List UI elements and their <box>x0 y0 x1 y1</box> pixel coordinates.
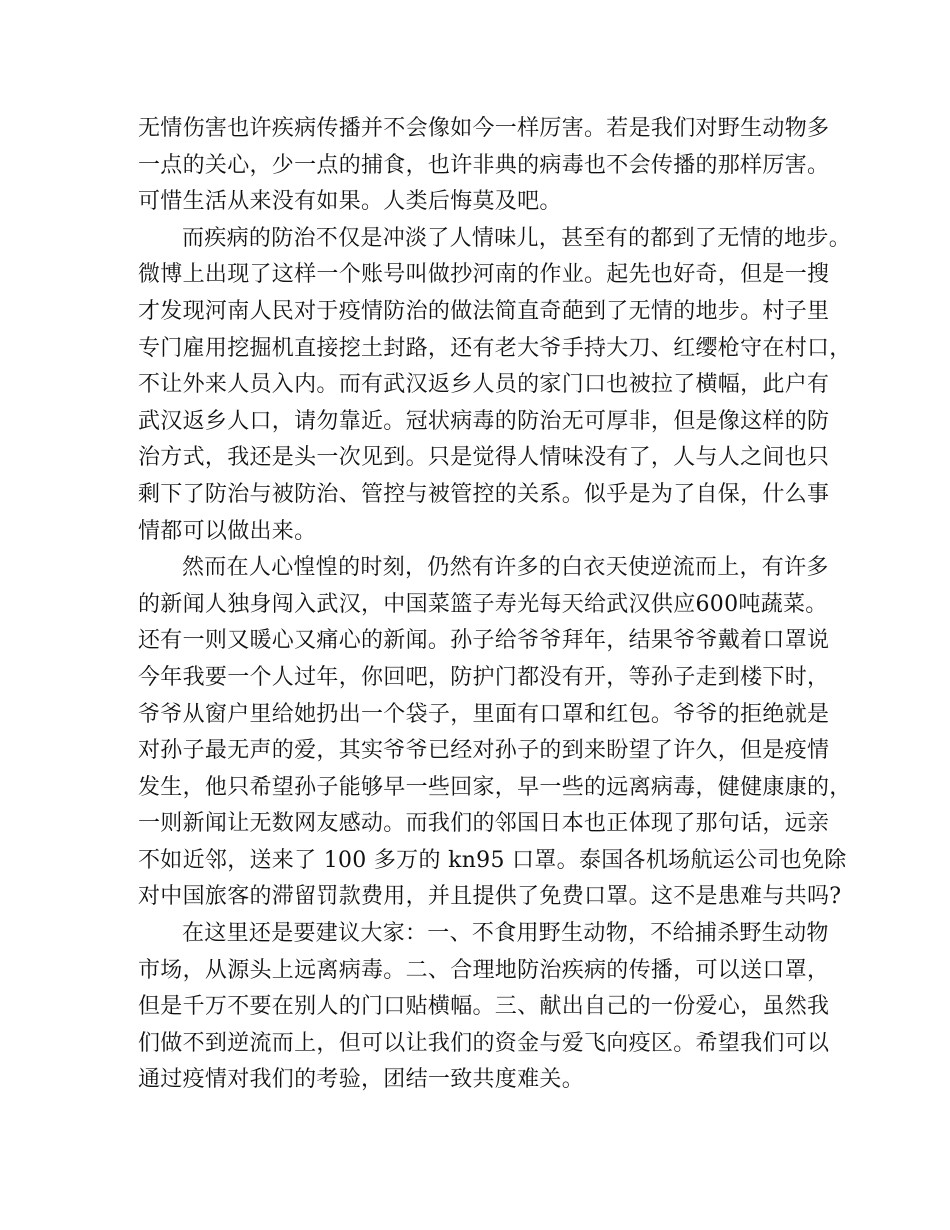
text-line: 对孙子最无声的爱，其实爷爷已经对孙子的到来盼望了许久，但是疫情 <box>138 738 830 764</box>
text-line: 治方式，我还是头一次见到。只是觉得人情味没有了，人与人之间也只 <box>138 445 830 471</box>
text-line: 一则新闻让无数网友感动。而我们的邻国日本也正体现了那句话，远亲 <box>138 811 830 837</box>
text-line: 不如近邻，送来了 100 多万的 kn95 口罩。泰国各机场航运公司也免除 <box>138 847 847 873</box>
paragraph-first-line: 在这里还是要建议大家：一、不食用野生动物，不给捕杀野生动物 <box>182 921 829 947</box>
text-line: 市场，从源头上远离病毒。二、合理地防治疾病的传播，可以送口罩， <box>138 957 830 983</box>
paragraph-first-line: 而疾病的防治不仅是冲淡了人情味儿，甚至有的都到了无情的地步。 <box>182 225 852 251</box>
text-line: 通过疫情对我们的考验，团结一致共度难关。 <box>138 1067 585 1093</box>
text-line: 武汉返乡人口，请勿靠近。冠状病毒的防治无可厚非，但是像这样的防 <box>138 408 830 434</box>
text-line: 发生，他只希望孙子能够早一些回家，早一些的远离病毒，健健康康的， <box>138 774 852 800</box>
text-line: 一点的关心，少一点的捕食，也许非典的病毒也不会传播的那样厉害。 <box>138 152 830 178</box>
text-line: 但是千万不要在别人的门口贴横幅。三、献出自己的一份爱心，虽然我 <box>138 994 830 1020</box>
text-line: 今年我要一个人过年，你回吧，防护门都没有开，等孙子走到楼下时， <box>138 664 830 690</box>
text-line: 还有一则又暖心又痛心的新闻。孙子给爷爷拜年，结果爷爷戴着口罩说 <box>138 628 830 654</box>
paragraph-first-line: 然而在人心惶惶的时刻，仍然有许多的白衣天使逆流而上，有许多 <box>182 555 829 581</box>
text-line: 不让外来人员入内。而有武汉返乡人员的家门口也被拉了横幅，此户有 <box>138 372 830 398</box>
text-line: 可惜生活从来没有如果。人类后悔莫及吧。 <box>138 189 562 215</box>
text-line: 情都可以做出来。 <box>138 518 317 544</box>
text-line: 爷爷从窗户里给她扔出一个袋子，里面有口罩和红包。爷爷的拒绝就是 <box>138 701 830 727</box>
text-line: 们做不到逆流而上，但可以让我们的资金与爱飞向疫区。希望我们可以 <box>138 1030 830 1056</box>
text-line: 无情伤害也许疾病传播并不会像如今一样厉害。若是我们对野生动物多 <box>138 116 830 141</box>
text-line: 微博上出现了这样一个账号叫做抄河南的作业。起先也好奇，但是一搜 <box>138 262 830 288</box>
text-line: 专门雇用挖掘机直接挖土封路，还有老大爷手持大刀、红缨枪守在村口， <box>138 335 852 361</box>
text-line: 的新闻人独身闯入武汉，中国菜篮子寿光每天给武汉供应600吨蔬菜。 <box>138 591 828 617</box>
text-line: 对中国旅客的滞留罚款费用，并且提供了免费口罩。这不是患难与共吗? <box>138 884 842 910</box>
document-body <box>138 111 852 1099</box>
text-line: 剩下了防治与被防治、管控与被管控的关系。似乎是为了自保，什么事 <box>138 481 830 507</box>
text-line: 才发现河南人民对于疫情防治的做法简直奇葩到了无情的地步。村子里 <box>138 298 830 324</box>
